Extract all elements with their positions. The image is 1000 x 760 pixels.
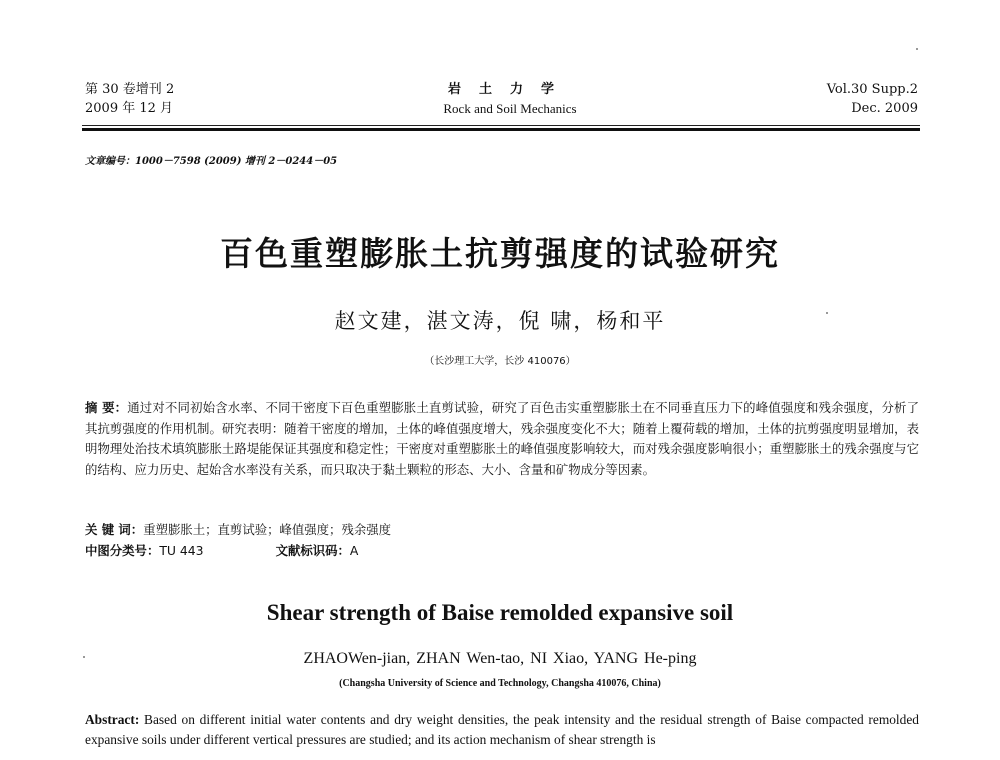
affiliation-zh: （长沙理工大学，长沙 410076）	[424, 356, 576, 367]
paper-title-zh: 百色重塑膨胀土抗剪强度的试验研究	[220, 234, 780, 273]
journal-name	[400, 80, 620, 118]
authors-zh: 赵文建，湛文涛，倪 啸，杨和平	[334, 309, 666, 333]
affiliation-en: (Changsha University of Science and Technology, Changsha 410076, China)	[339, 678, 661, 689]
scan-speck	[826, 312, 828, 314]
scan-speck	[83, 656, 85, 658]
abstract-en-text: Based on different initial water contents and dry weight densities, the peak intensity and the residual strength of Baise compacted remolded expansive soils under different vertical pressures are studied; and its action mechanism of shear strength is	[85, 712, 919, 747]
classification-line	[85, 542, 919, 560]
publication-date-zh: 2009 年 12 月	[85, 101, 174, 116]
keywords-zh-text: 重塑膨胀土；直剪试验；峰值强度；残余强度	[143, 522, 392, 537]
volume-issue: 第 30 卷增刊 2	[85, 82, 175, 97]
abstract-zh	[85, 398, 919, 480]
journal-name-zh: 岩土力学	[447, 82, 572, 97]
journal-volume-info	[85, 80, 174, 118]
classification-value: TU 443	[159, 543, 204, 558]
publication-date-en: Dec. 2009	[851, 101, 918, 116]
abstract-zh-label: 摘 要：	[85, 400, 128, 415]
document-code-value: A	[349, 543, 359, 558]
paper-title-en: Shear strength of Baise remolded expansive soil	[266, 600, 734, 625]
header-rule-thin	[82, 125, 920, 126]
keywords-zh	[85, 521, 919, 539]
keywords-zh-label: 关 键 词：	[85, 522, 144, 537]
volume-issue-en: Vol.30 Supp.2	[826, 82, 918, 97]
classification-label: 中图分类号：	[85, 543, 160, 558]
journal-name-en: Rock and Soil Mechanics	[443, 101, 577, 116]
document-code-label: 文献标识码：	[275, 543, 350, 558]
abstract-en-label: Abstract:	[85, 712, 140, 727]
abstract-en	[85, 710, 919, 750]
header-rule-thick	[82, 128, 920, 131]
authors-en: ZHAOWen-jian, ZHAN Wen-tao, NI Xiao, YANG He-ping	[303, 650, 697, 667]
abstract-zh-text: 通过对不同初始含水率、不同干密度下百色重塑膨胀土直剪试验，研究了百色击实重塑膨胀土在不同垂直压力下的峰值强度和残余强度，分析了其抗剪强度的作用机制。研究表明：随着干密度的增加，土体的峰值强度增大，残余强度变化不大；随着上覆荷载的增加，土体的抗剪强度明显增加，表明物理处治技术填筑膨胀土路堤能保证其强度和稳定性；干密度对重塑膨胀土的峰值强度影响较大，而对残余强度影响很小；重塑膨胀土的残余强度与它的结构、应力历史、起始含水率没有关系，而只取决于黏土颗粒的形态、大小、含量和矿物成分等因素。	[85, 400, 919, 477]
journal-volume-info-en	[760, 80, 918, 118]
scan-speck	[916, 48, 918, 50]
article-number: 文章编号：1000－7598 (2009) 增刊 2－0244－05	[85, 156, 338, 167]
